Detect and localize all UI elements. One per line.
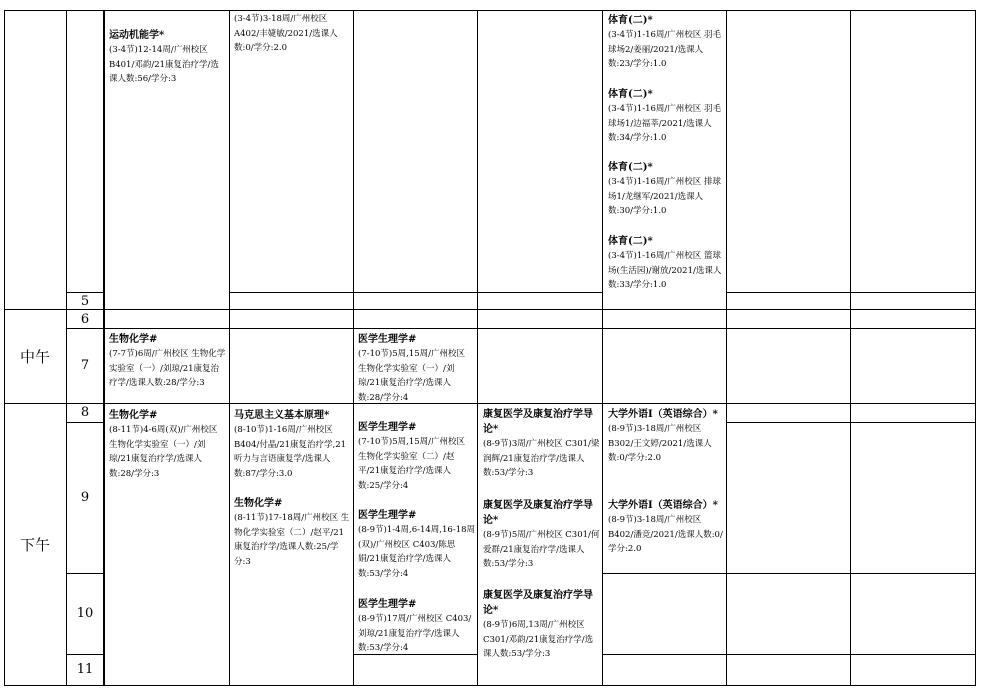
course-title: 体育(二)* (608, 89, 653, 100)
course-detail: (8-9节)17周/广州校区 C403/刘琼/21康复治疗学/选课人数:53/学分:4 (358, 614, 472, 653)
course-title: 运动机能学* (109, 30, 165, 41)
period-number: 11 (76, 662, 94, 677)
course-entry[interactable] (608, 234, 724, 293)
course-entry[interactable] (483, 407, 600, 481)
course-detail: (8-9节)3-18周/广州校区 B402/潘竞/2021/选课人数:0/学分:2.0 (608, 515, 723, 554)
course-title: 康复医学及康复治疗学导论* (483, 590, 593, 616)
course-title: 体育(二)* (608, 162, 653, 173)
course-entry[interactable] (109, 332, 227, 391)
course-entry[interactable] (358, 332, 475, 405)
course-detail: (8-9节)6周,13周/广州校区 C301/邓韵/21康复治疗学/选课人数:53/学分:3 (483, 620, 594, 659)
course-title: 医学生理学# (358, 510, 417, 521)
course-entry[interactable] (358, 420, 475, 493)
course-title: 医学生理学# (358, 599, 417, 610)
course-entry[interactable] (608, 407, 724, 466)
course-detail: (3-4节)1-16周/广州校区 篮球场(生活园)/谢放/2021/选课人数:33/学分:1.0 (608, 251, 722, 290)
course-entry[interactable] (234, 408, 351, 481)
course-title: 医学生理学# (358, 334, 417, 345)
course-detail: (8-11节)4-6周(双)/广州校区 生物化学实验室（一）/刘琼/21康复治疗学/选课人数:28/学分:3 (109, 425, 218, 479)
course-title: 大学外语Ⅰ（英语综合）* (608, 500, 718, 511)
period-number: 8 (80, 405, 90, 420)
course-detail: (8-11节)17-18周/广州校区 生物化学实验室（二）/赵平/21康复治疗学/选课人数:25/学分:3 (234, 513, 350, 567)
course-title: 生物化学# (109, 410, 158, 421)
course-entry[interactable] (358, 597, 475, 656)
course-entry[interactable] (608, 13, 724, 72)
course-detail: (3-4节)12-14周/广州校区 B401/邓韵/21康复治疗学/选课人数:56/学分:3 (109, 45, 219, 84)
course-detail: (8-10节)1-16周/广州校区 B404/付晶/21康复治疗学,21听力与言语康复学/选课人数:87/学分:3.0 (234, 425, 347, 479)
course-detail: (8-9节)3-18周/广州校区 B302/王文婷/2021/选课人数:0/学分:2.0 (608, 424, 712, 463)
course-detail: (8-9节)3周/广州校区 C301/梁润辉/21康复治疗学/选课人数:53/学分:3 (483, 439, 600, 478)
course-title: 大学外语Ⅰ（英语综合）* (608, 409, 718, 420)
course-title: 康复医学及康复治疗学导论* (483, 409, 593, 435)
course-title: 生物化学# (234, 498, 283, 509)
course-detail: (7-10节)5周,15周/广州校区 生物化学实验室（二）/赵平/21康复治疗学/选课人数:25/学分:4 (358, 437, 466, 491)
course-detail: (3-4节)1-16周/广州校区 排球场1/龙继军/2021/选课人数:30/学分:1.0 (608, 177, 721, 216)
course-detail: (7-10节)5周,15周/广州校区 生物化学实验室（一）/刘琼/21康复治疗学/选课人数:28/学分:4 (358, 349, 466, 403)
course-detail: (8-9节)1-4周,6-14周,16-18周(双)/广州校区 C403/陈思娟/21康复治疗学/选课人数:53/学分:4 (358, 525, 476, 579)
course-entry[interactable] (483, 498, 600, 572)
course-detail: (3-4节)1-16周/广州校区 羽毛球场1/边福莘/2021/选课人数:34/学分:1.0 (608, 104, 721, 143)
period-number: 10 (76, 606, 94, 621)
course-detail: (7-7节)6周/广州校区 生物化学实验室（一）/刘琼/21康复治疗学/选课人数:28/学分:3 (109, 349, 226, 388)
course-title: 马克思主义基本原理* (234, 410, 330, 421)
period-number: 7 (80, 358, 90, 373)
course-entry[interactable] (358, 508, 475, 581)
course-entry[interactable] (109, 408, 227, 481)
course-title: 医学生理学# (358, 422, 417, 433)
course-title: 体育(二)* (608, 236, 653, 247)
course-detail: (8-9节)5周/广州校区 C301/何爱群/21康复治疗学/选课人数:53/学分:3 (483, 530, 600, 569)
course-entry[interactable] (109, 28, 227, 87)
segment-label-afternoon: 下午 (19, 536, 50, 554)
period-number: 9 (80, 490, 90, 505)
course-detail: (3-4节)1-16周/广州校区 羽毛球场2/姜丽/2021/选课人数:23/学分:1.0 (608, 30, 721, 69)
course-entry[interactable] (608, 160, 724, 219)
period-number: 5 (80, 294, 90, 309)
course-title: 生物化学# (109, 334, 158, 345)
course-entry[interactable] (608, 87, 724, 146)
period-number: 6 (80, 312, 90, 327)
course-entry[interactable] (483, 588, 600, 662)
course-entry[interactable] (234, 12, 351, 56)
course-detail: (3-4节)3-18周/广州校区 A402/丰婕敏/2021/选课人数:0/学分:2.0 (234, 14, 338, 53)
segment-label-noon: 中午 (19, 348, 50, 366)
course-entry[interactable] (234, 496, 351, 569)
course-title: 康复医学及康复治疗学导论* (483, 500, 593, 526)
course-title: 体育(二)* (608, 15, 653, 26)
course-entry[interactable] (608, 498, 724, 557)
